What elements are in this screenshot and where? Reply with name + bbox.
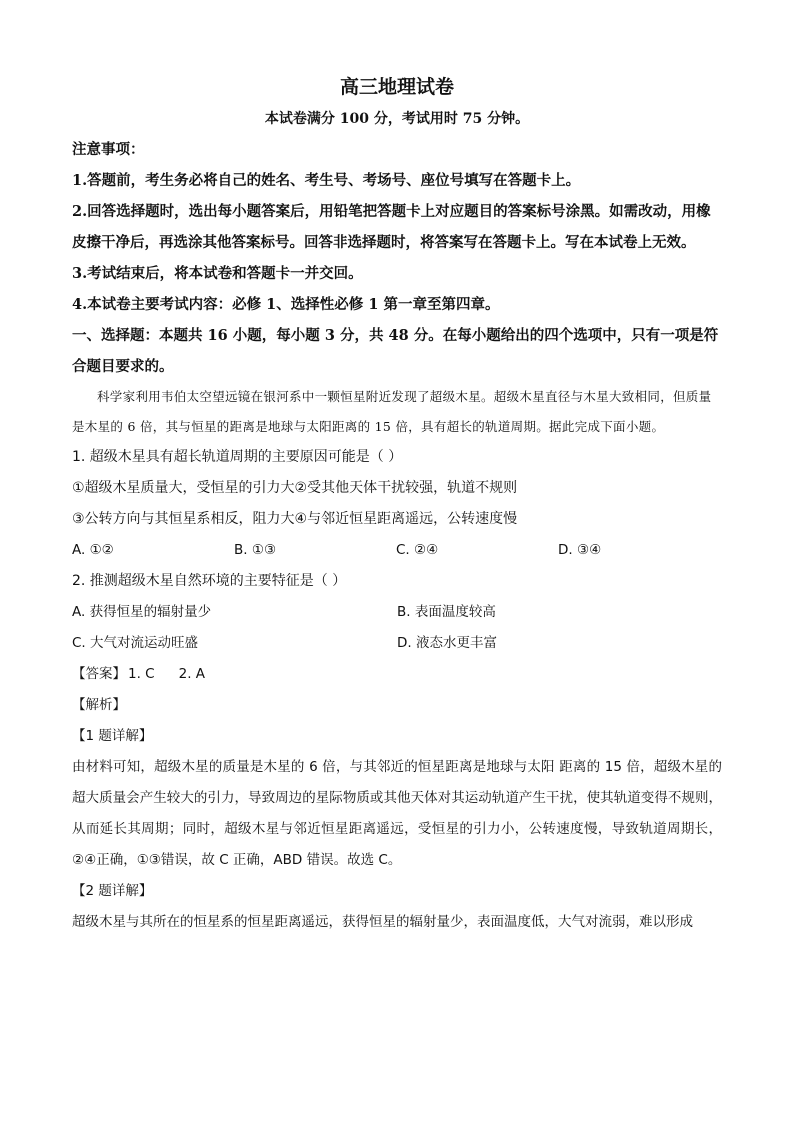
analysis-label: 【解析】 (72, 697, 126, 713)
question-1-options (72, 535, 722, 566)
question-2-stem: 2. 推测超级木星自然环境的主要特征是（ ） (72, 573, 347, 589)
question-2-options-row (72, 597, 722, 628)
detail-2-heading: 【2 题详解】 (72, 883, 153, 899)
page-content (72, 70, 722, 938)
answer-2: 2. A (178, 666, 206, 682)
option-b: B. ①③ (234, 542, 277, 558)
answer-line (72, 659, 722, 690)
notice-item: 1.答题前，考生务必将自己的姓名、考生号、考场号、座位号填写在答题卡上。 (72, 172, 581, 189)
question-1-statements-line: ①超级木星质量大，受恒星的引力大②受其他天体干扰较强，轨道不规则 (72, 480, 518, 496)
option-a: A. ①② (72, 542, 114, 558)
notice-item: 4.本试卷主要考试内容：必修 1、选择性必修 1 第一章至第四章。 (72, 296, 500, 313)
notice-item: 3.考试结束后，将本试卷和答题卡一并交回。 (72, 265, 363, 282)
question-2-options-row (72, 628, 722, 659)
detail-1-text: 由材料可知，超级木星的质量是木星的 6 倍，与其邻近的恒星距离是地球与太阳 距离的 15 倍，超级木星的超大质量会产生较大的引力，导致周边的星际物质或其他天体对其运动轨道产生干扰，使其轨道变得不规则，从而延长其周期；同时，超级木星与邻近恒星距离遥远，受恒星的引力小，公转速度慢，导致轨道周期长，②④正确，①③错误，故 C 正确，ABD 错误。故选 C。 (72, 759, 722, 868)
option-d: D. ③④ (558, 542, 602, 558)
option-c: C. ②④ (396, 542, 439, 558)
option-d: D. 液态水更丰富 (397, 635, 497, 651)
reading-passage: 科学家利用韦伯太空望远镜在银河系中一颗恒星附近发现了超级木星。超级木星直径与木星大致相同，但质量是木星的 6 倍，其与恒星的距离是地球与太阳距离的 15 倍，具有超长的轨道周期。据此完成下面小题。 (72, 389, 712, 434)
option-c: C. 大气对流运动旺盛 (72, 635, 199, 651)
answer-label: 【答案】 (72, 666, 126, 682)
answer-1: 1. C (128, 666, 155, 682)
detail-2-text: 超级木星与其所在的恒星系的恒星距离遥远，获得恒星的辐射量少，表面温度低，大气对流弱，难以形成 (72, 914, 693, 930)
page-title: 高三地理试卷 (339, 76, 454, 98)
notice-heading: 注意事项： (72, 141, 145, 158)
notice-item: 2.回答选择题时，选出每小题答案后，用铅笔把答题卡上对应题目的答案标号涂黑。如需改动，用橡皮擦干净后，再选涂其他答案标号。回答非选择题时，将答案写在答题卡上。写在本试卷上无效。 (72, 203, 711, 251)
option-a: A. 获得恒星的辐射量少 (72, 604, 212, 620)
section-heading: 一、选择题：本题共 16 小题，每小题 3 分，共 48 分。在每小题给出的四个选项中，只有一项是符合题目要求的。 (72, 327, 719, 375)
option-b: B. 表面温度较高 (397, 604, 496, 620)
question-1-statements-line: ③公转方向与其恒星系相反，阻力大④与邻近恒星距离遥远，公转速度慢 (72, 511, 518, 527)
detail-1-heading: 【1 题详解】 (72, 728, 153, 744)
exam-info: 本试卷满分 100 分，考试用时 75 分钟。 (264, 111, 530, 127)
question-1-stem: 1. 超级木星具有超长轨道周期的主要原因可能是（ ） (72, 449, 403, 465)
